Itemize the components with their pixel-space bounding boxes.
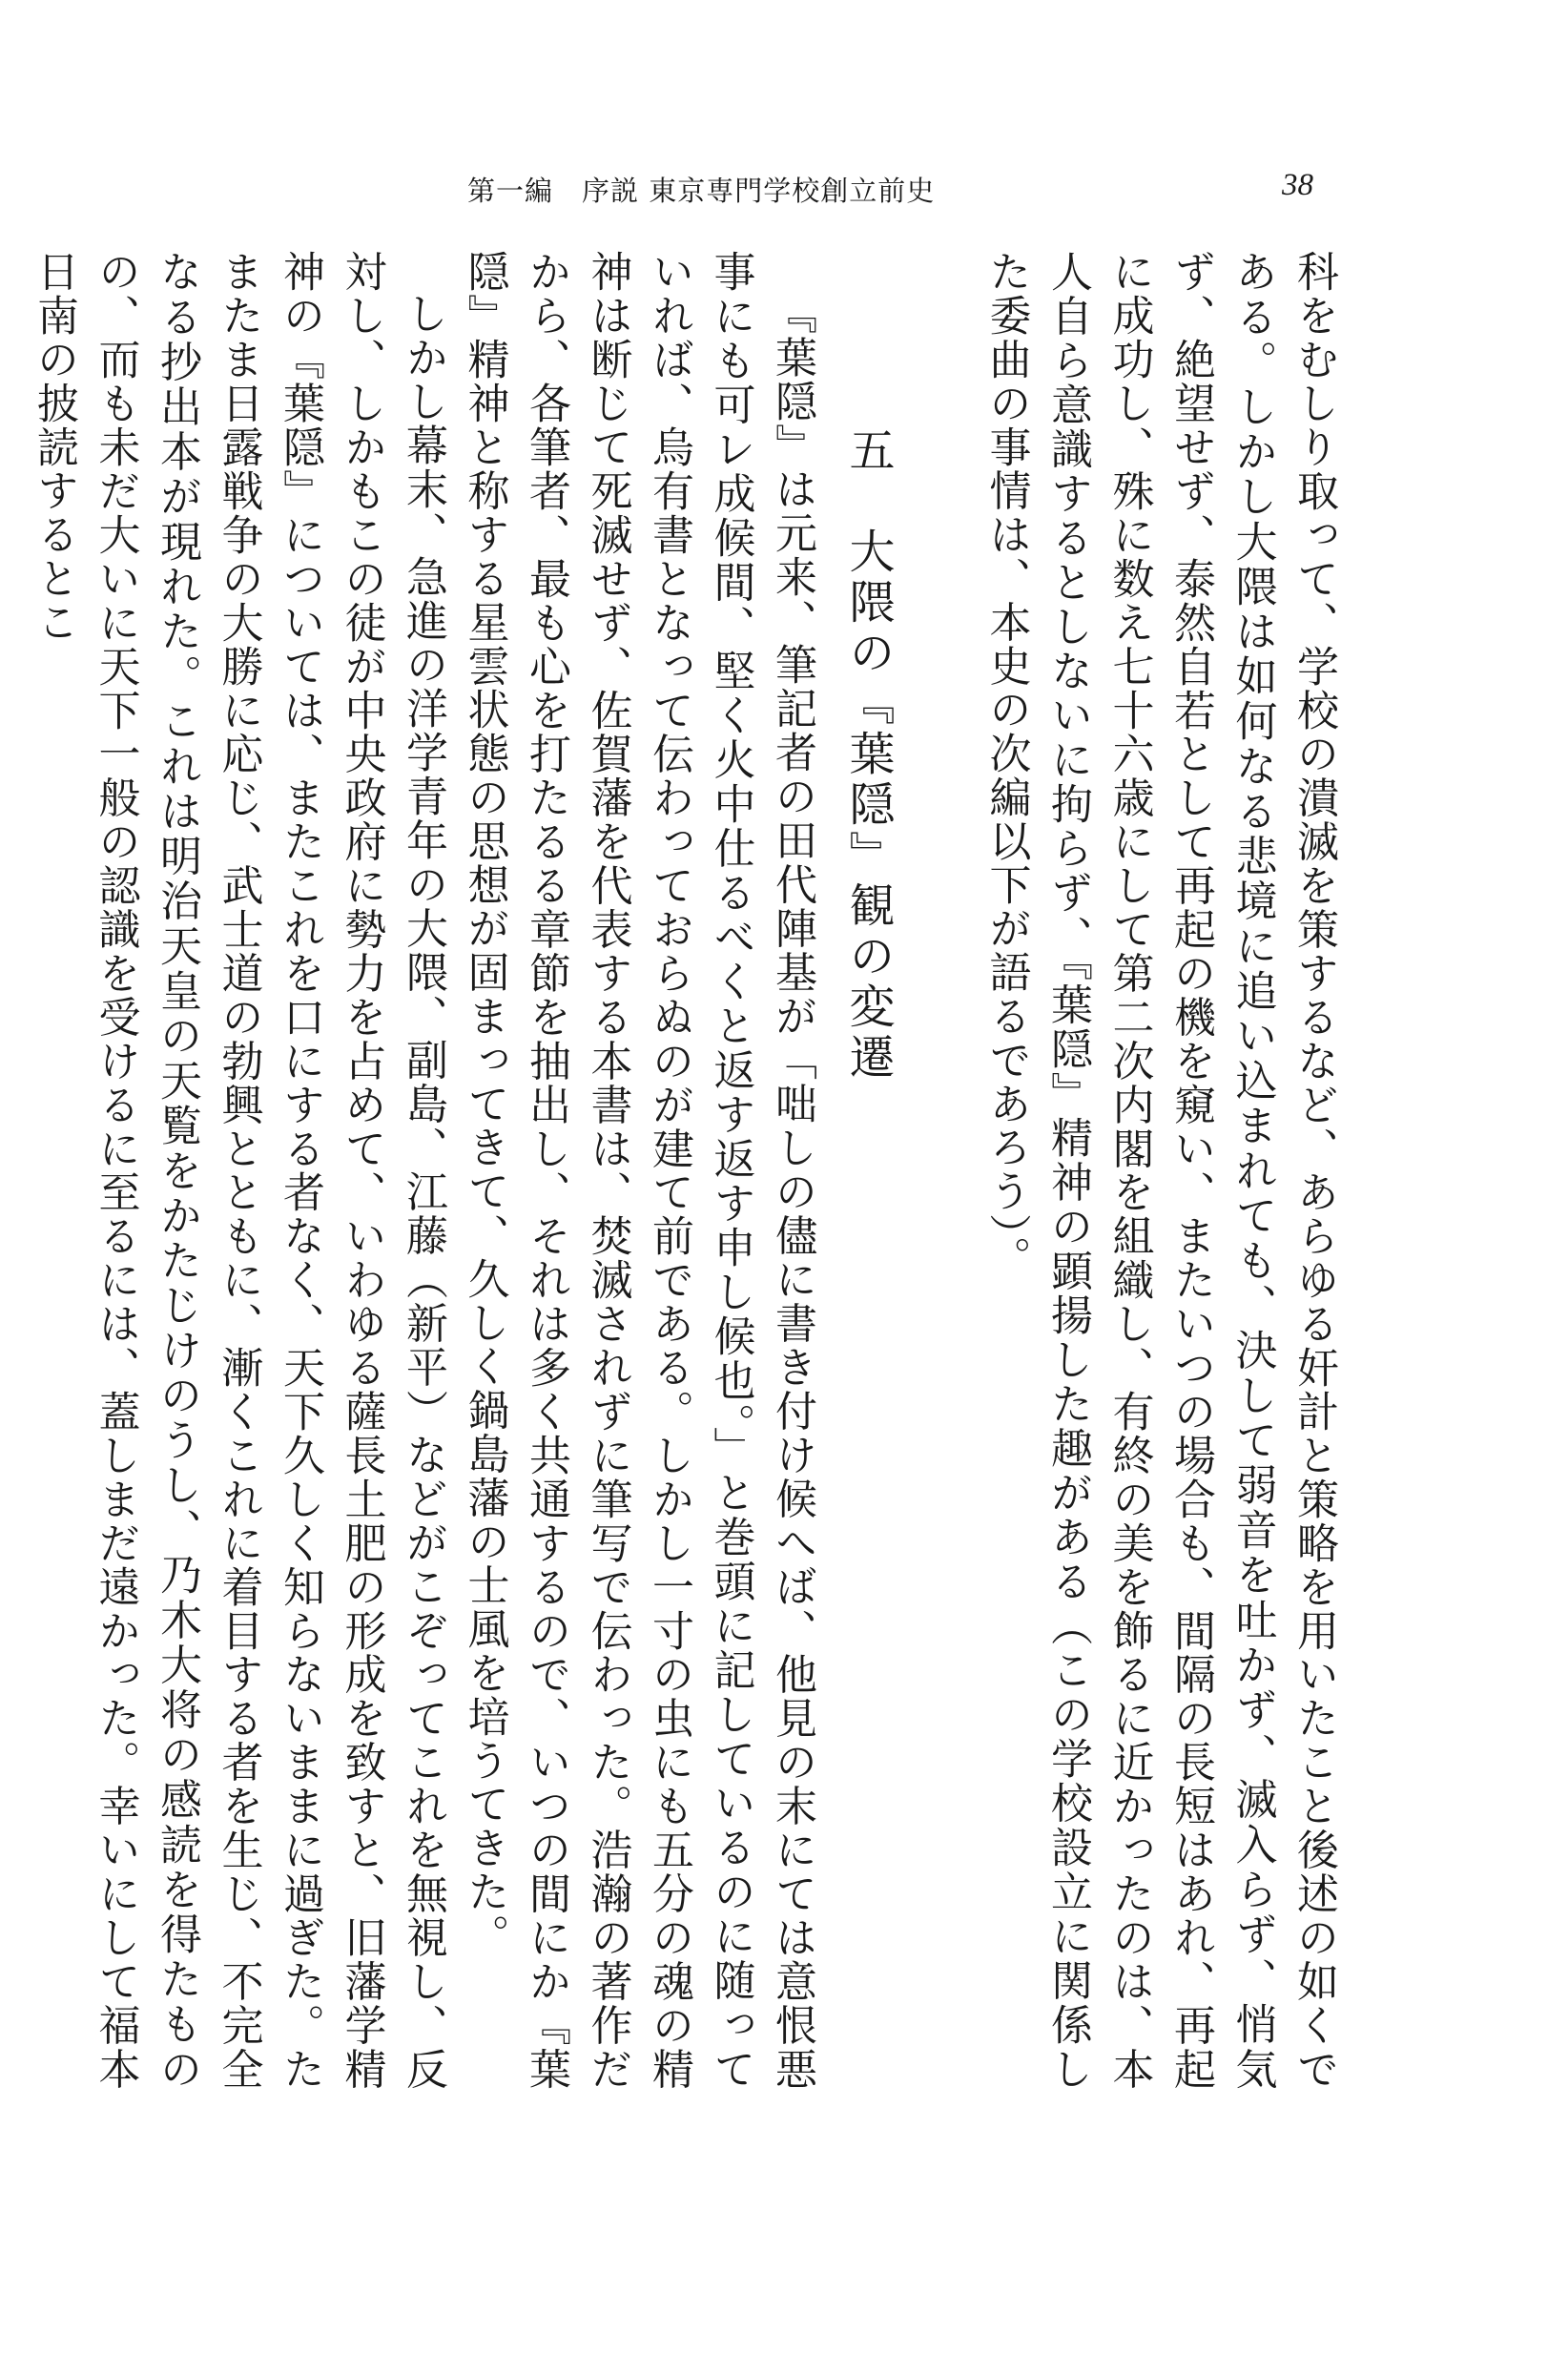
- page-number: 38: [1282, 168, 1313, 202]
- paragraph-1: 『葉隠』は元来、筆記者の田代陣基が「咄しの儘に書き付け候へば、他見の末にては意恨悪事にも可レ成候間、堅く火中仕るべくと返す返す申し候也。」と巻頭に記しているのに随っていれば、烏有書となって伝わっておらぬのが建て前である。しかし一寸の虫にも五分の魂の精神は断じて死滅せず、佐賀藩を代表する本書は、焚滅されずに筆写で伝わった。浩瀚の著作だから、各筆者、最も心を打たるる章節を抽出し、それは多く共通するので、いつの間にか『葉隠』精神と称する星雲状態の思想が固まってきて、久しく鍋島藩の士風を培うてきた。: [460, 250, 816, 2091]
- spacer: [914, 250, 975, 2091]
- paragraph-2: しかし幕末、急進の洋学青年の大隈、副島、江藤（新平）などがこぞってこれを無視し、反対し、しかもこの徒が中央政府に勢力を占めて、いわゆる薩長土肥の形成を致すと、旧藩学精神の『葉隠』については、またこれを口にする者なく、天下久しく知らないままに過ぎた。たまたま日露戦争の大勝に応じ、武士道の勃興とともに、漸くこれに着目する者を生じ、不完全なる抄出本が現れた。これは明治天皇の天覧をかたじけのうし、乃木大将の感読を得たものの、而も未だ大いに天下一般の認識を受けるに至るには、蓋しまだ遠かった。幸いにして福本日南の披読するとこ: [30, 250, 447, 2091]
- section-heading: 五 大隈の『葉隠』観の変遷: [841, 426, 895, 1084]
- intro-paragraph: 科をむしり取って、学校の潰滅を策するなど、あらゆる奸計と策略を用いたこと後述の如くである。しかし大隈は如何なる悲境に追い込まれても、決して弱音を吐かず、滅入らず、悄気ず、絶望せず、泰然自若として再起の機を窺い、またいつの場合も、間隔の長短はあれ、再起に成功し、殊に数え七十六歳にして第二次内閣を組織し、有終の美を飾るに近かったのは、本人自ら意識するとしないに拘らず、『葉隠』精神の顕揚した趣がある（この学校設立に関係した委曲の事情は、本史の次編以下が語るであろう）。: [981, 250, 1338, 2091]
- body-text: [30, 250, 1344, 2091]
- running-head: 第一編 序説 東京専門学校創立前史: [467, 175, 936, 207]
